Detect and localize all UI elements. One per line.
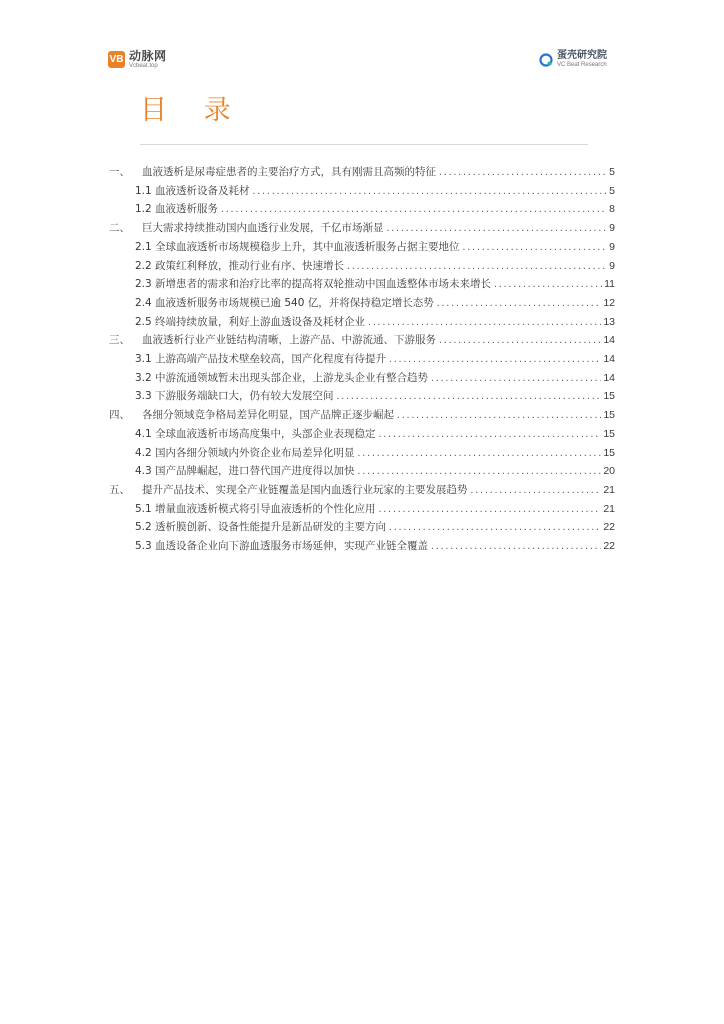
toc-entry-title: 提升产品技术、实现全产业链覆盖是国内血透行业玩家的主要发展趋势 [142,483,468,496]
toc-section-entry[interactable] [109,481,615,499]
vcbeat-research-logo [539,51,607,68]
toc-subsection-entry[interactable] [135,294,615,312]
toc-page-number: 20 [603,465,615,478]
toc-dot-leader [378,426,602,444]
toc-entry-title: 5.3 血透设备企业向下游血透服务市场延伸，实现产业链全覆盖 [135,540,429,552]
toc-dot-leader [367,314,601,332]
toc-subsection-entry[interactable] [135,518,615,536]
toc-section-entry[interactable] [109,331,615,349]
toc-entry-title: 巨大需求持续推动国内血透行业发展，千亿市场渐显 [142,222,384,235]
toc-entry-number: 四、 [109,409,130,422]
toc-entry-title: 血液透析是尿毒症患者的主要治疗方式，具有刚需且高频的特征 [142,166,436,178]
toc-entry-title: 2.4 血液透析服务市场规模已逾 540 亿，并将保持稳定增长态势 [135,296,434,309]
toc-dot-leader [493,276,602,294]
toc-subsection-entry[interactable] [135,387,615,405]
toc-subsection-entry[interactable] [135,313,615,331]
vcbeat-logo [108,50,167,69]
research-logo-sub: VC Beat Research [557,62,607,68]
toc-page-number: 22 [603,540,615,552]
toc-page-number: 9 [609,222,615,235]
toc-page-number: 8 [609,203,615,216]
toc-entry-title: 2.3 新增患者的需求和治疗比率的提高将双轮推动中国血透整体市场未来增长 [135,278,492,291]
toc-page-number: 21 [603,502,615,515]
vcbeat-logo-mark: VB [108,51,125,68]
toc-subsection-entry[interactable] [135,182,615,200]
toc-page-number: 15 [603,427,615,440]
toc-dot-leader [436,295,602,313]
toc-section-entry[interactable] [109,219,615,237]
toc-page-number: 5 [609,166,615,178]
toc-subsection-entry[interactable] [135,537,615,555]
toc-subsection-entry[interactable] [135,500,615,518]
toc-dot-leader [388,519,601,537]
title-divider [140,144,588,145]
toc-dot-leader [430,538,601,556]
toc-entry-title: 3.1 上游高端产品技术壁垒较高，国产化程度有待提升 [135,353,387,365]
research-logo-name: 蛋壳研究院 [557,50,607,61]
toc-section-entry[interactable] [109,406,615,424]
toc-entry-title: 2.2 政策红利释放，推动行业有序、快速增长 [135,259,345,272]
toc-entry-title: 血液透析行业产业链结构清晰，上游产品、中游流通、下游服务 [142,334,436,347]
toc-dot-leader [378,501,602,519]
toc-subsection-entry[interactable] [135,200,615,218]
toc-entry-title: 2.1 全球血液透析市场规模稳步上升，其中血液透析服务占据主要地位 [135,240,460,253]
toc-subsection-entry[interactable] [135,462,615,480]
toc-page-number: 15 [603,446,615,459]
toc-entry-title: 4.2 国内各细分领域内外资企业布局差异化明显 [135,446,355,459]
toc-page-number: 9 [609,240,615,253]
toc-entry-title: 5.2 透析膜创新、设备性能提升是新品研发的主要方向 [135,521,387,534]
toc-dot-leader [388,351,601,369]
toc-subsection-entry[interactable] [135,369,615,387]
toc-page-number: 5 [609,184,615,197]
toc-entry-title: 3.2 中游流通领域暂未出现头部企业，上游龙头企业有整合趋势 [135,371,429,384]
toc-entry-title: 4.3 国产品牌崛起，进口替代国产进度得以加快 [135,465,355,478]
toc-dot-leader [438,332,601,350]
vcbeat-logo-name: 动脉网 [129,49,167,63]
toc-dot-leader [386,220,608,238]
toc-dot-leader [430,370,601,388]
toc-subsection-entry[interactable] [135,238,615,256]
toc-dot-leader [396,407,601,425]
toc-entry-number: 二、 [109,222,130,235]
toc-entry-number: 三、 [109,334,130,347]
toc-page-number: 9 [609,259,615,272]
toc-entry-number: 五、 [109,483,130,496]
toc-subsection-entry[interactable] [135,350,615,368]
toc-section-entry[interactable] [109,163,615,181]
toc-subsection-entry[interactable] [135,425,615,443]
toc-dot-leader [220,201,607,219]
toc-page-number: 14 [603,353,615,365]
toc-entry-title: 各细分领域竞争格局差异化明显，国产品牌正逐步崛起 [142,409,394,422]
toc-entry-title: 2.5 终端持续放量，利好上游血透设备及耗材企业 [135,315,366,328]
toc-dot-leader [470,482,602,500]
toc-page-number: 15 [603,390,615,403]
toc-dot-leader [252,183,608,201]
toc-dot-leader [462,239,608,257]
toc-page-number: 14 [603,371,615,384]
toc-entry-title: 1.2 血液透析服务 [135,203,219,216]
toc-entry-title: 3.3 下游服务端缺口大，仍有较大发展空间 [135,390,334,403]
toc-dot-leader [438,164,607,182]
toc-entry-title: 1.1 血液透析设备及耗材 [135,184,250,197]
page-title: 目 录 [140,95,245,126]
toc-entry-title: 5.1 增量血液透析模式将引导血液透析的个性化应用 [135,502,376,515]
toc-subsection-entry[interactable] [135,257,615,275]
toc-page-number: 13 [603,315,615,328]
toc-page-number: 21 [603,483,615,496]
vcbeat-logo-sub: Vcbeat.top [129,63,158,69]
toc-entry-number: 一、 [109,166,130,178]
toc-page-number: 12 [603,296,615,309]
toc-page-number: 14 [603,334,615,347]
toc-page-number: 11 [604,278,615,291]
toc-dot-leader [357,445,602,463]
toc-subsection-entry[interactable] [135,444,615,462]
toc-dot-leader [357,463,602,481]
toc-subsection-entry[interactable] [135,275,615,293]
toc-dot-leader [336,388,602,406]
toc-entry-title: 4.1 全球血液透析市场高度集中，头部企业表现稳定 [135,427,376,440]
eggshell-logo-icon [539,53,553,67]
toc-dot-leader [346,258,607,276]
toc-page-number: 15 [603,409,615,422]
toc-page-number: 22 [603,521,615,534]
